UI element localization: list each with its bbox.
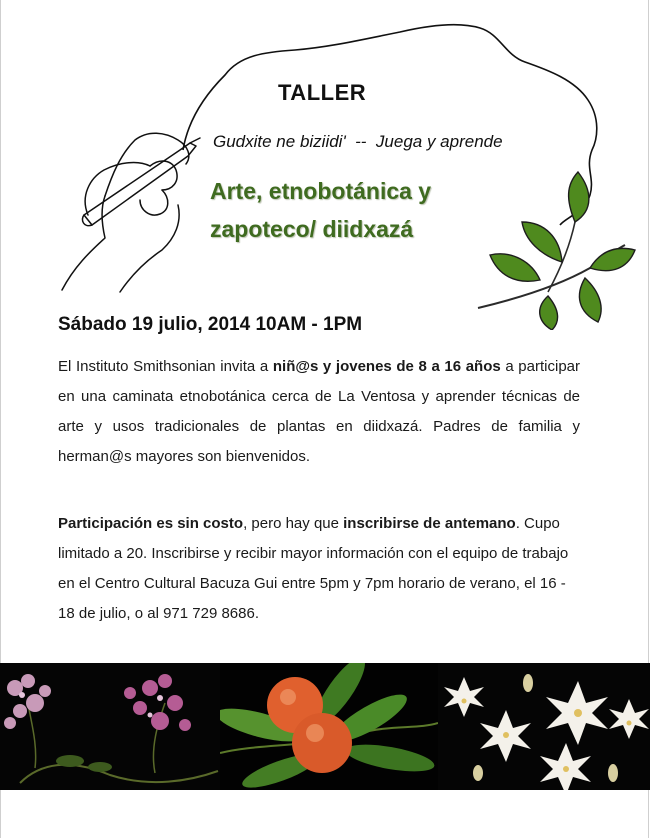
headline-line-1: Arte, etnobotánica y bbox=[210, 178, 432, 204]
registration-mid: , pero hay que bbox=[243, 515, 344, 532]
orange-fruit-photo bbox=[220, 663, 438, 790]
registration-cost: Participación es sin costo bbox=[58, 515, 244, 532]
registration-paragraph bbox=[58, 509, 580, 629]
registration-required: inscribirse de antemano bbox=[343, 515, 516, 532]
photo-strip bbox=[0, 663, 650, 790]
white-flowers-photo bbox=[438, 663, 650, 790]
registration-rest: . Cupo limitado a 20. Inscribirse y recibir mayor información con el equipo de trabajo en el Centro Cultural Bacuza Gui entre 5pm y 7pm horario de verano, el 16 - 18 de julio, o al 971 729 8686. bbox=[58, 515, 569, 622]
workshop-subtitle: Gudxite ne biziidi' -- Juega y aprende bbox=[213, 132, 503, 151]
workshop-title: TALLER bbox=[278, 80, 367, 105]
invitation-audience: niñ@s y jovenes de 8 a 16 años bbox=[272, 358, 501, 375]
pink-flowers-photo bbox=[0, 663, 220, 790]
invitation-rest: a participar en una caminata etnobotánica cerca de La Ventosa y aprender técnicas de arte y usos tradicionales de plantas en diidxazá. Padres de familia y herman@s mayores son bienvenidos. bbox=[58, 358, 581, 465]
leaf-branch-illustration bbox=[478, 172, 635, 330]
invitation-paragraph bbox=[58, 352, 580, 472]
hand-drawing-illustration bbox=[62, 133, 200, 292]
header-illustration bbox=[0, 0, 650, 330]
headline-line-2: zapoteco/ diidxazá bbox=[210, 216, 414, 242]
event-date: Sábado 19 julio, 2014 10AM - 1PM bbox=[58, 314, 363, 335]
invitation-intro: El Instituto Smithsonian invita a bbox=[58, 358, 273, 375]
